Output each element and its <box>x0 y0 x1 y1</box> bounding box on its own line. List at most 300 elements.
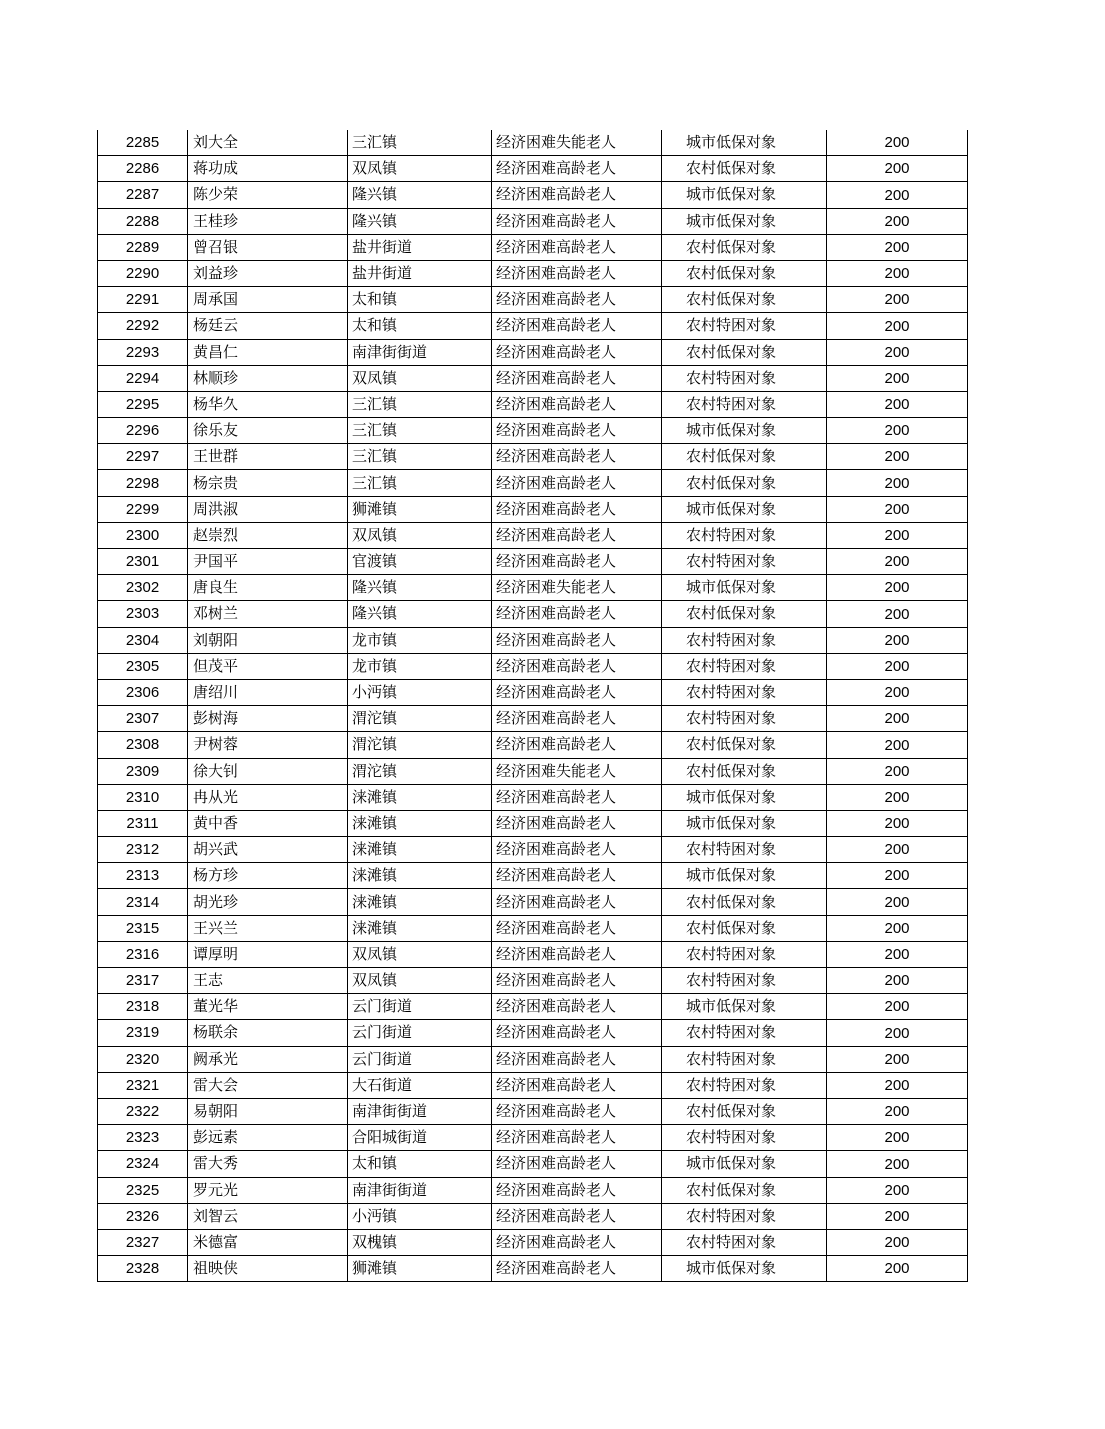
subsidy-type-cell: 经济困难高龄老人 <box>492 1020 662 1046</box>
name-cell: 阙承光 <box>188 1046 348 1072</box>
category-cell: 农村低保对象 <box>662 601 827 627</box>
subsidy-type-cell: 经济困难高龄老人 <box>492 601 662 627</box>
amount-cell: 200 <box>827 156 968 182</box>
row-number-cell: 2295 <box>98 391 188 417</box>
town-cell: 渭沱镇 <box>348 706 492 732</box>
row-number-cell: 2294 <box>98 365 188 391</box>
town-cell: 小沔镇 <box>348 679 492 705</box>
subsidy-type-cell: 经济困难高龄老人 <box>492 496 662 522</box>
row-number-cell: 2321 <box>98 1072 188 1098</box>
subsidy-table-body <box>98 130 968 1282</box>
amount-cell: 200 <box>827 968 968 994</box>
name-cell: 雷大秀 <box>188 1151 348 1177</box>
town-cell: 隆兴镇 <box>348 601 492 627</box>
row-number-cell: 2287 <box>98 182 188 208</box>
table-row <box>98 889 968 915</box>
subsidy-type-cell: 经济困难失能老人 <box>492 130 662 156</box>
amount-cell: 200 <box>827 549 968 575</box>
row-number-cell: 2317 <box>98 968 188 994</box>
amount-cell: 200 <box>827 732 968 758</box>
town-cell: 太和镇 <box>348 313 492 339</box>
row-number-cell: 2291 <box>98 287 188 313</box>
table-row <box>98 339 968 365</box>
table-row <box>98 1229 968 1255</box>
table-row <box>98 810 968 836</box>
row-number-cell: 2326 <box>98 1203 188 1229</box>
row-number-cell: 2306 <box>98 679 188 705</box>
row-number-cell: 2304 <box>98 627 188 653</box>
category-cell: 农村特困对象 <box>662 627 827 653</box>
town-cell: 太和镇 <box>348 287 492 313</box>
name-cell: 唐良生 <box>188 575 348 601</box>
row-number-cell: 2288 <box>98 208 188 234</box>
amount-cell: 200 <box>827 339 968 365</box>
town-cell: 隆兴镇 <box>348 575 492 601</box>
amount-cell: 200 <box>827 365 968 391</box>
subsidy-type-cell: 经济困难高龄老人 <box>492 208 662 234</box>
amount-cell: 200 <box>827 418 968 444</box>
row-number-cell: 2316 <box>98 941 188 967</box>
category-cell: 农村特困对象 <box>662 313 827 339</box>
category-cell: 城市低保对象 <box>662 1256 827 1282</box>
row-number-cell: 2325 <box>98 1177 188 1203</box>
table-row <box>98 1177 968 1203</box>
town-cell: 三汇镇 <box>348 418 492 444</box>
town-cell: 三汇镇 <box>348 444 492 470</box>
subsidy-type-cell: 经济困难高龄老人 <box>492 863 662 889</box>
town-cell: 渭沱镇 <box>348 732 492 758</box>
category-cell: 农村低保对象 <box>662 915 827 941</box>
name-cell: 杨联余 <box>188 1020 348 1046</box>
town-cell: 小沔镇 <box>348 1203 492 1229</box>
name-cell: 黄昌仁 <box>188 339 348 365</box>
table-row <box>98 1203 968 1229</box>
subsidy-table <box>97 130 968 1282</box>
subsidy-type-cell: 经济困难失能老人 <box>492 575 662 601</box>
table-row <box>98 391 968 417</box>
category-cell: 城市低保对象 <box>662 784 827 810</box>
name-cell: 尹国平 <box>188 549 348 575</box>
row-number-cell: 2298 <box>98 470 188 496</box>
subsidy-type-cell: 经济困难高龄老人 <box>492 732 662 758</box>
category-cell: 农村特困对象 <box>662 365 827 391</box>
town-cell: 涞滩镇 <box>348 810 492 836</box>
name-cell: 王桂珍 <box>188 208 348 234</box>
amount-cell: 200 <box>827 1125 968 1151</box>
subsidy-type-cell: 经济困难高龄老人 <box>492 627 662 653</box>
row-number-cell: 2307 <box>98 706 188 732</box>
subsidy-type-cell: 经济困难高龄老人 <box>492 234 662 260</box>
town-cell: 龙市镇 <box>348 653 492 679</box>
category-cell: 城市低保对象 <box>662 208 827 234</box>
row-number-cell: 2296 <box>98 418 188 444</box>
town-cell: 官渡镇 <box>348 549 492 575</box>
table-row <box>98 470 968 496</box>
category-cell: 农村低保对象 <box>662 260 827 286</box>
row-number-cell: 2313 <box>98 863 188 889</box>
row-number-cell: 2312 <box>98 837 188 863</box>
table-row <box>98 679 968 705</box>
table-row <box>98 156 968 182</box>
subsidy-type-cell: 经济困难高龄老人 <box>492 1229 662 1255</box>
amount-cell: 200 <box>827 1020 968 1046</box>
town-cell: 涞滩镇 <box>348 889 492 915</box>
town-cell: 双槐镇 <box>348 1229 492 1255</box>
name-cell: 黄中香 <box>188 810 348 836</box>
name-cell: 易朝阳 <box>188 1098 348 1124</box>
row-number-cell: 2303 <box>98 601 188 627</box>
category-cell: 城市低保对象 <box>662 182 827 208</box>
town-cell: 盐井街道 <box>348 260 492 286</box>
subsidy-type-cell: 经济困难高龄老人 <box>492 1203 662 1229</box>
amount-cell: 200 <box>827 679 968 705</box>
table-row <box>98 1020 968 1046</box>
table-row <box>98 1256 968 1282</box>
name-cell: 王世群 <box>188 444 348 470</box>
amount-cell: 200 <box>827 915 968 941</box>
name-cell: 邓树兰 <box>188 601 348 627</box>
amount-cell: 200 <box>827 496 968 522</box>
amount-cell: 200 <box>827 941 968 967</box>
table-row <box>98 260 968 286</box>
category-cell: 农村低保对象 <box>662 732 827 758</box>
category-cell: 农村特困对象 <box>662 1046 827 1072</box>
amount-cell: 200 <box>827 889 968 915</box>
subsidy-type-cell: 经济困难高龄老人 <box>492 837 662 863</box>
town-cell: 盐井街道 <box>348 234 492 260</box>
name-cell: 王志 <box>188 968 348 994</box>
town-cell: 双凤镇 <box>348 522 492 548</box>
subsidy-type-cell: 经济困难高龄老人 <box>492 941 662 967</box>
subsidy-type-cell: 经济困难高龄老人 <box>492 313 662 339</box>
name-cell: 陈少荣 <box>188 182 348 208</box>
amount-cell: 200 <box>827 837 968 863</box>
town-cell: 合阳城街道 <box>348 1125 492 1151</box>
category-cell: 城市低保对象 <box>662 496 827 522</box>
town-cell: 狮滩镇 <box>348 496 492 522</box>
amount-cell: 200 <box>827 994 968 1020</box>
subsidy-type-cell: 经济困难高龄老人 <box>492 339 662 365</box>
town-cell: 龙市镇 <box>348 627 492 653</box>
subsidy-type-cell: 经济困难高龄老人 <box>492 1125 662 1151</box>
subsidy-type-cell: 经济困难高龄老人 <box>492 679 662 705</box>
town-cell: 南津街街道 <box>348 1177 492 1203</box>
subsidy-type-cell: 经济困难高龄老人 <box>492 156 662 182</box>
town-cell: 云门街道 <box>348 994 492 1020</box>
table-row <box>98 968 968 994</box>
name-cell: 罗元光 <box>188 1177 348 1203</box>
town-cell: 涞滩镇 <box>348 784 492 810</box>
row-number-cell: 2290 <box>98 260 188 286</box>
table-row <box>98 1098 968 1124</box>
row-number-cell: 2320 <box>98 1046 188 1072</box>
category-cell: 农村特困对象 <box>662 1203 827 1229</box>
row-number-cell: 2293 <box>98 339 188 365</box>
amount-cell: 200 <box>827 601 968 627</box>
amount-cell: 200 <box>827 758 968 784</box>
amount-cell: 200 <box>827 470 968 496</box>
table-row <box>98 418 968 444</box>
amount-cell: 200 <box>827 1046 968 1072</box>
subsidy-type-cell: 经济困难高龄老人 <box>492 968 662 994</box>
amount-cell: 200 <box>827 863 968 889</box>
category-cell: 农村特困对象 <box>662 1229 827 1255</box>
name-cell: 杨廷云 <box>188 313 348 339</box>
town-cell: 三汇镇 <box>348 470 492 496</box>
town-cell: 云门街道 <box>348 1020 492 1046</box>
table-row <box>98 1072 968 1098</box>
category-cell: 城市低保对象 <box>662 418 827 444</box>
row-number-cell: 2310 <box>98 784 188 810</box>
table-row <box>98 601 968 627</box>
table-row <box>98 234 968 260</box>
row-number-cell: 2315 <box>98 915 188 941</box>
category-cell: 城市低保对象 <box>662 994 827 1020</box>
table-row <box>98 549 968 575</box>
name-cell: 祖映侠 <box>188 1256 348 1282</box>
name-cell: 刘大全 <box>188 130 348 156</box>
amount-cell: 200 <box>827 522 968 548</box>
subsidy-type-cell: 经济困难高龄老人 <box>492 418 662 444</box>
amount-cell: 200 <box>827 627 968 653</box>
name-cell: 董光华 <box>188 994 348 1020</box>
town-cell: 双凤镇 <box>348 941 492 967</box>
row-number-cell: 2328 <box>98 1256 188 1282</box>
town-cell: 涞滩镇 <box>348 837 492 863</box>
town-cell: 涞滩镇 <box>348 863 492 889</box>
subsidy-type-cell: 经济困难高龄老人 <box>492 1046 662 1072</box>
name-cell: 但茂平 <box>188 653 348 679</box>
category-cell: 城市低保对象 <box>662 1151 827 1177</box>
category-cell: 农村特困对象 <box>662 1020 827 1046</box>
subsidy-type-cell: 经济困难高龄老人 <box>492 1098 662 1124</box>
name-cell: 谭厚明 <box>188 941 348 967</box>
category-cell: 农村低保对象 <box>662 1098 827 1124</box>
category-cell: 城市低保对象 <box>662 863 827 889</box>
category-cell: 农村特困对象 <box>662 391 827 417</box>
category-cell: 城市低保对象 <box>662 810 827 836</box>
town-cell: 涞滩镇 <box>348 915 492 941</box>
amount-cell: 200 <box>827 1072 968 1098</box>
category-cell: 农村低保对象 <box>662 339 827 365</box>
table-row <box>98 758 968 784</box>
table-row <box>98 706 968 732</box>
town-cell: 三汇镇 <box>348 130 492 156</box>
subsidy-type-cell: 经济困难高龄老人 <box>492 470 662 496</box>
row-number-cell: 2285 <box>98 130 188 156</box>
table-row <box>98 287 968 313</box>
row-number-cell: 2318 <box>98 994 188 1020</box>
amount-cell: 200 <box>827 1177 968 1203</box>
row-number-cell: 2322 <box>98 1098 188 1124</box>
table-row <box>98 130 968 156</box>
subsidy-type-cell: 经济困难高龄老人 <box>492 391 662 417</box>
amount-cell: 200 <box>827 810 968 836</box>
name-cell: 杨华久 <box>188 391 348 417</box>
amount-cell: 200 <box>827 1203 968 1229</box>
subsidy-type-cell: 经济困难高龄老人 <box>492 182 662 208</box>
amount-cell: 200 <box>827 784 968 810</box>
amount-cell: 200 <box>827 287 968 313</box>
subsidy-type-cell: 经济困难高龄老人 <box>492 549 662 575</box>
name-cell: 冉从光 <box>188 784 348 810</box>
town-cell: 南津街街道 <box>348 1098 492 1124</box>
subsidy-type-cell: 经济困难高龄老人 <box>492 915 662 941</box>
name-cell: 杨宗贵 <box>188 470 348 496</box>
row-number-cell: 2323 <box>98 1125 188 1151</box>
amount-cell: 200 <box>827 130 968 156</box>
table-row <box>98 627 968 653</box>
subsidy-type-cell: 经济困难高龄老人 <box>492 889 662 915</box>
category-cell: 农村低保对象 <box>662 156 827 182</box>
subsidy-type-cell: 经济困难高龄老人 <box>492 287 662 313</box>
table-row <box>98 941 968 967</box>
category-cell: 城市低保对象 <box>662 130 827 156</box>
amount-cell: 200 <box>827 444 968 470</box>
category-cell: 城市低保对象 <box>662 575 827 601</box>
name-cell: 尹树蓉 <box>188 732 348 758</box>
subsidy-type-cell: 经济困难高龄老人 <box>492 810 662 836</box>
name-cell: 周洪淑 <box>188 496 348 522</box>
town-cell: 双凤镇 <box>348 156 492 182</box>
subsidy-type-cell: 经济困难高龄老人 <box>492 365 662 391</box>
row-number-cell: 2299 <box>98 496 188 522</box>
category-cell: 农村特困对象 <box>662 706 827 732</box>
amount-cell: 200 <box>827 208 968 234</box>
amount-cell: 200 <box>827 260 968 286</box>
category-cell: 农村特困对象 <box>662 941 827 967</box>
row-number-cell: 2314 <box>98 889 188 915</box>
table-row <box>98 863 968 889</box>
subsidy-type-cell: 经济困难高龄老人 <box>492 994 662 1020</box>
subsidy-type-cell: 经济困难高龄老人 <box>492 444 662 470</box>
category-cell: 农村特困对象 <box>662 549 827 575</box>
table-row <box>98 496 968 522</box>
row-number-cell: 2309 <box>98 758 188 784</box>
name-cell: 刘益珍 <box>188 260 348 286</box>
name-cell: 曾召银 <box>188 234 348 260</box>
row-number-cell: 2308 <box>98 732 188 758</box>
category-cell: 农村低保对象 <box>662 444 827 470</box>
name-cell: 米德富 <box>188 1229 348 1255</box>
name-cell: 刘智云 <box>188 1203 348 1229</box>
subsidy-type-cell: 经济困难高龄老人 <box>492 653 662 679</box>
table-row <box>98 994 968 1020</box>
category-cell: 农村低保对象 <box>662 758 827 784</box>
table-row <box>98 1125 968 1151</box>
town-cell: 狮滩镇 <box>348 1256 492 1282</box>
town-cell: 三汇镇 <box>348 391 492 417</box>
amount-cell: 200 <box>827 653 968 679</box>
name-cell: 徐乐友 <box>188 418 348 444</box>
category-cell: 农村低保对象 <box>662 1177 827 1203</box>
category-cell: 农村低保对象 <box>662 470 827 496</box>
subsidy-type-cell: 经济困难高龄老人 <box>492 1177 662 1203</box>
name-cell: 唐绍川 <box>188 679 348 705</box>
row-number-cell: 2297 <box>98 444 188 470</box>
amount-cell: 200 <box>827 575 968 601</box>
town-cell: 太和镇 <box>348 1151 492 1177</box>
row-number-cell: 2289 <box>98 234 188 260</box>
amount-cell: 200 <box>827 182 968 208</box>
table-row <box>98 784 968 810</box>
subsidy-type-cell: 经济困难高龄老人 <box>492 706 662 732</box>
amount-cell: 200 <box>827 1256 968 1282</box>
subsidy-type-cell: 经济困难失能老人 <box>492 758 662 784</box>
name-cell: 胡兴武 <box>188 837 348 863</box>
town-cell: 大石街道 <box>348 1072 492 1098</box>
town-cell: 云门街道 <box>348 1046 492 1072</box>
category-cell: 农村特困对象 <box>662 522 827 548</box>
name-cell: 彭远素 <box>188 1125 348 1151</box>
town-cell: 双凤镇 <box>348 365 492 391</box>
name-cell: 周承国 <box>188 287 348 313</box>
town-cell: 隆兴镇 <box>348 182 492 208</box>
name-cell: 刘朝阳 <box>188 627 348 653</box>
row-number-cell: 2319 <box>98 1020 188 1046</box>
amount-cell: 200 <box>827 234 968 260</box>
subsidy-type-cell: 经济困难高龄老人 <box>492 1072 662 1098</box>
table-row <box>98 732 968 758</box>
category-cell: 农村特困对象 <box>662 837 827 863</box>
subsidy-type-cell: 经济困难高龄老人 <box>492 260 662 286</box>
amount-cell: 200 <box>827 391 968 417</box>
row-number-cell: 2324 <box>98 1151 188 1177</box>
town-cell: 南津街街道 <box>348 339 492 365</box>
name-cell: 蒋功成 <box>188 156 348 182</box>
table-row <box>98 522 968 548</box>
subsidy-type-cell: 经济困难高龄老人 <box>492 1151 662 1177</box>
name-cell: 徐大钊 <box>188 758 348 784</box>
name-cell: 雷大会 <box>188 1072 348 1098</box>
table-row <box>98 182 968 208</box>
category-cell: 农村特困对象 <box>662 679 827 705</box>
row-number-cell: 2300 <box>98 522 188 548</box>
name-cell: 王兴兰 <box>188 915 348 941</box>
table-row <box>98 575 968 601</box>
category-cell: 农村特困对象 <box>662 1072 827 1098</box>
table-row <box>98 653 968 679</box>
category-cell: 农村低保对象 <box>662 287 827 313</box>
town-cell: 渭沱镇 <box>348 758 492 784</box>
category-cell: 农村特困对象 <box>662 968 827 994</box>
town-cell: 隆兴镇 <box>348 208 492 234</box>
row-number-cell: 2292 <box>98 313 188 339</box>
subsidy-type-cell: 经济困难高龄老人 <box>492 1256 662 1282</box>
table-row <box>98 208 968 234</box>
subsidy-type-cell: 经济困难高龄老人 <box>492 522 662 548</box>
category-cell: 农村特困对象 <box>662 1125 827 1151</box>
table-row <box>98 837 968 863</box>
name-cell: 林顺珍 <box>188 365 348 391</box>
amount-cell: 200 <box>827 706 968 732</box>
category-cell: 农村低保对象 <box>662 234 827 260</box>
table-row <box>98 915 968 941</box>
row-number-cell: 2302 <box>98 575 188 601</box>
table-row <box>98 444 968 470</box>
amount-cell: 200 <box>827 313 968 339</box>
table-row <box>98 1151 968 1177</box>
row-number-cell: 2327 <box>98 1229 188 1255</box>
category-cell: 农村低保对象 <box>662 889 827 915</box>
amount-cell: 200 <box>827 1151 968 1177</box>
table-row <box>98 365 968 391</box>
table-row <box>98 1046 968 1072</box>
town-cell: 双凤镇 <box>348 968 492 994</box>
table-row <box>98 313 968 339</box>
category-cell: 农村特困对象 <box>662 653 827 679</box>
name-cell: 胡光珍 <box>188 889 348 915</box>
